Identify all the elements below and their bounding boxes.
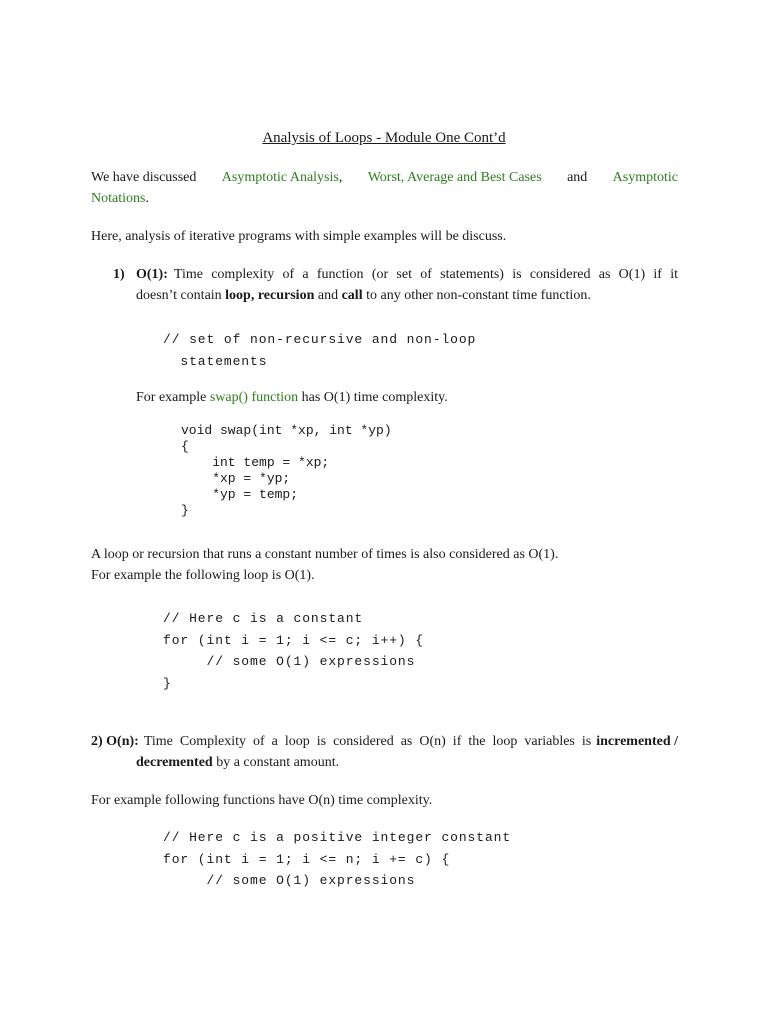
link-asymptotic-notations-a[interactable]: Asymptotic	[612, 170, 678, 185]
code-block-non-recursive: // set of non-recursive and non-loop statements	[163, 332, 477, 369]
item2-heading: 2) O(n):	[91, 734, 139, 749]
intro-line-2: Notations.	[91, 191, 149, 206]
code-block-linear-loop: // Here c is a positive integer constant for (int i = 1; i <= n; i += c) { // some O(1) expressions	[163, 830, 512, 888]
code-block-swap: void swap(int *xp, int *yp) { int temp = *xp; *xp = *yp; *yp = temp; }	[181, 423, 392, 518]
link-worst-average-best[interactable]: Worst, Average and Best Cases	[367, 170, 542, 185]
page-title: Analysis of Loops - Module One Cont’d	[262, 130, 506, 146]
code-block-constant-loop: // Here c is a constant for (int i = 1; i <= c; i++) { // some O(1) expressions }	[163, 611, 425, 691]
item1-number: 1)	[113, 267, 125, 282]
loop-line-2: For example the following loop is O(1).	[91, 568, 315, 583]
here-line: Here, analysis of iterative programs with simple examples will be discuss.	[91, 229, 507, 244]
following-line: For example following functions have O(n) time complexity.	[91, 793, 433, 808]
item2-line-2: decremented by a constant amount.	[136, 755, 340, 770]
item2-line-1: 2) O(n): Time Complexity of a loop is considered as O(n) if the loop variables is incremented /	[91, 734, 678, 749]
item1-heading: O(1):	[136, 267, 168, 282]
item1-line-1: O(1): Time complexity of a function (or set of statements) is considered as O(1) if it	[136, 267, 678, 282]
link-asymptotic-analysis[interactable]: Asymptotic Analysis	[221, 170, 339, 185]
link-asymptotic-notations-b[interactable]: Notations	[91, 191, 146, 206]
link-swap-function[interactable]: swap() function	[209, 390, 299, 405]
intro-prefix: We have discussed	[91, 170, 197, 185]
loop-line-1: A loop or recursion that runs a constant number of times is also considered as O(1).	[91, 547, 559, 562]
item1-line-2: doesn’t contain loop, recursion and call to any other non-constant time function.	[136, 288, 591, 303]
swap-line: For example swap() function has O(1) time complexity.	[136, 390, 448, 405]
intro-line-1: We have discussed Asymptotic Analysis, Worst, Average and Best Cases and Asymptotic	[91, 170, 678, 185]
